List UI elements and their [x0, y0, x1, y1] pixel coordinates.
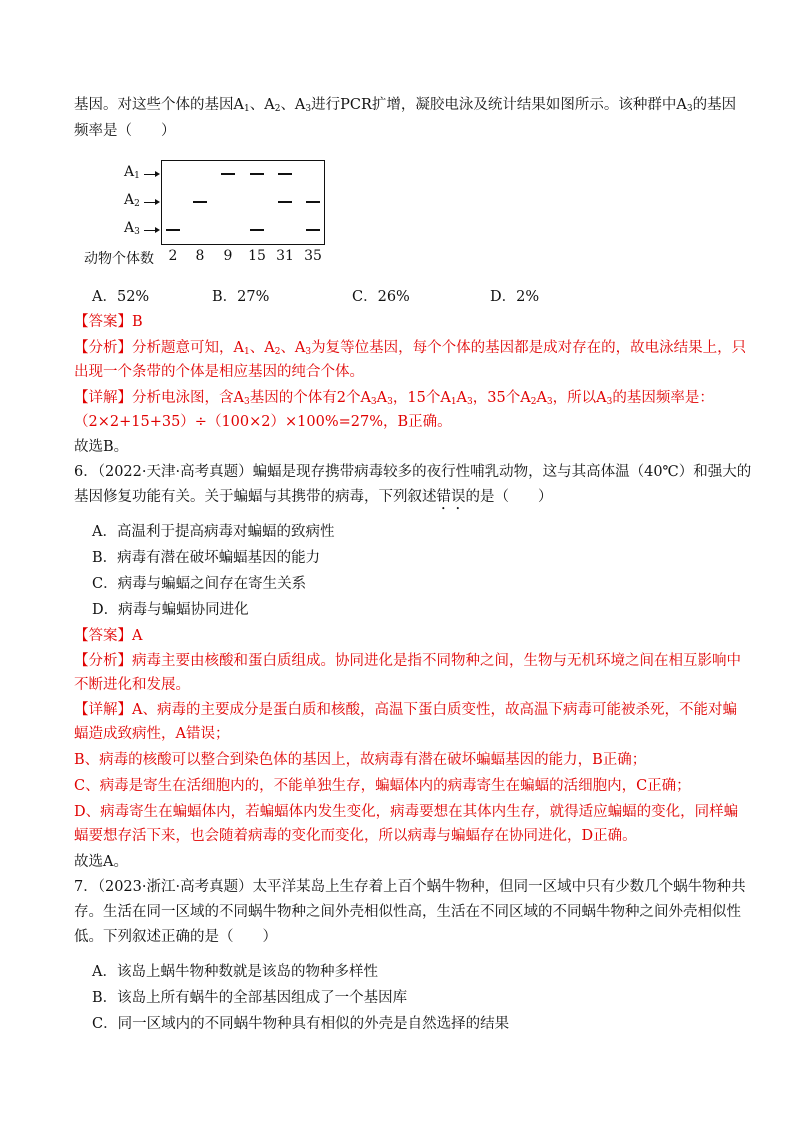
q5-option-d: D．2%: [490, 289, 540, 305]
q6-option-d: D．病毒与蝙蝠协同进化: [92, 602, 249, 618]
q6-detail-line-6: 蝠要想存活下来，也会随着病毒的变化而变化，所以病毒与蝙蝠存在协同进化，D正确。: [74, 828, 637, 844]
q5-conclusion: 故选B。: [74, 439, 129, 455]
arrow-a2-icon: [144, 202, 158, 203]
q5-stem-line-2: 频率是（ ）: [74, 123, 176, 139]
band-35-a3: [306, 229, 320, 231]
q6-analysis-line-2: 不断进化和发展。: [74, 677, 190, 693]
q5-analysis-line-2: 出现一个条带的个体是相应基因的纯合个体。: [74, 364, 364, 380]
band-31-a1: [278, 173, 292, 175]
q6-conclusion: 故选A。: [74, 854, 128, 870]
q6-detail-line-1: 【详解】A、病毒的主要成分是蛋白质和核酸，高温下蛋白质变性，故高温下病毒可能被杀死，不能对蝙: [74, 702, 737, 718]
band-9-a1: [221, 173, 235, 175]
q5-option-a: A．52%: [92, 289, 150, 305]
band-2-a3: [166, 229, 180, 231]
q6-stem-line-1: 6．（2022·天津·高考真题）蝙蝠是现存携带病毒较多的夜行性哺乳动物，这与其高体温（40℃）和强大的: [74, 464, 752, 480]
q5-option-b: B．27%: [212, 289, 270, 305]
q7-option-a: A．该岛上蜗牛物种数就是该岛的物种多样性: [92, 964, 378, 980]
q6-answer: 【答案】A: [74, 628, 143, 644]
q5-detail-line-2: （2×2+15+35）÷（100×2）×100%=27%，B正确。: [74, 414, 452, 430]
q5-analysis-line-1: 【分析】分析题意可知，$A_1$、$A_2$、$A_3$为复等位基因，每个个体的基因都是成对存在的，故电泳结果上，只: [74, 340, 747, 357]
q6-stem-emphasis: 错误: [436, 489, 466, 505]
q6-stem-line-2: [74, 487, 553, 513]
x-label-2: 2: [168, 248, 178, 264]
arrow-a3-icon: [144, 230, 158, 231]
band-15-a1: [250, 173, 264, 175]
q6-detail-line-5: D、病毒寄生在蝙蝠体内，若蝙蝠体内发生变化，病毒要想在其体内生存，就得适应蝙蝠的变化，同样蝙: [74, 804, 739, 820]
q7-stem-line-1: 7．（2023·浙江·高考真题）太平洋某岛上生存着上百个蜗牛物种，但同一区域中只有少数几个蜗牛物种共: [74, 879, 746, 895]
gene-label-a1: $A_1$: [124, 164, 140, 181]
band-35-a2: [306, 201, 320, 203]
q5-options: [92, 285, 612, 305]
x-label-35: 35: [304, 248, 322, 264]
q6-detail-line-4: C、病毒是寄生在活细胞内的，不能单独生存，蝙蝠体内的病毒寄生在蝙蝠的活细胞内，C正确；: [74, 778, 691, 794]
q6-detail-line-2: 蝠造成致病性，A错误；: [74, 726, 230, 742]
q6-option-c: C．病毒与蝙蝠之间存在寄生关系: [92, 576, 307, 592]
q5-option-c: C．26%: [352, 289, 410, 305]
q6-option-a: A．高温利于提高病毒对蝙蝠的致病性: [92, 524, 335, 540]
q7-option-c: C．同一区域内的不同蜗牛物种具有相似的外壳是自然选择的结果: [92, 1016, 510, 1032]
q6-option-b: B．病毒有潜在破坏蝙蝠基因的能力: [92, 550, 321, 566]
x-label-31: 31: [276, 248, 294, 264]
q5-stem-line-1: 基因。对这些个体的基因$A_1$、$A_2$、$A_3$进行PCR扩增，凝胶电泳及统计结果如图所示。该种群中$A_3$的基因: [74, 97, 737, 114]
band-8-a2: [193, 201, 207, 203]
arrow-a1-icon: [144, 174, 158, 175]
x-axis-title: 动物个体数: [84, 251, 154, 267]
x-label-8: 8: [195, 248, 205, 264]
q6-stem-post: 的是（ ）: [465, 489, 553, 505]
q5-detail-line-1: 【详解】分析电泳图，含$A_3$基因的个体有2个$A_3A_3$，15个$A_1A_3$，35个$A_2A_3$，所以$A_3$的基因频率是：: [74, 390, 714, 407]
q7-option-b: B．该岛上所有蜗牛的全部基因组成了一个基因库: [92, 990, 408, 1006]
q6-stem-pre: 基因修复功能有关。关于蝙蝠与其携带的病毒，下列叙述: [74, 489, 437, 505]
band-15-a3: [250, 229, 264, 231]
x-label-15: 15: [248, 248, 266, 264]
x-label-9: 9: [223, 248, 233, 264]
q7-stem-line-3: 低。下列叙述正确的是（ ）: [74, 929, 277, 945]
gel-electrophoresis-figure: [80, 155, 340, 270]
gel-frame: [161, 160, 325, 245]
q7-stem-line-2: 存。生活在同一区域的不同蜗牛物种之间外壳相似性高，生活在不同区域的不同蜗牛物种之间外壳相似性: [74, 904, 741, 920]
band-31-a2: [278, 201, 292, 203]
q6-analysis-line-1: 【分析】病毒主要由核酸和蛋白质组成。协同进化是指不同物种之间，生物与无机环境之间在相互影响中: [74, 653, 741, 669]
q5-answer: 【答案】B: [74, 314, 143, 330]
q6-detail-line-3: B、病毒的核酸可以整合到染色体的基因上，故病毒有潜在破坏蝙蝠基因的能力，B正确；: [74, 752, 647, 768]
gene-label-a2: $A_2$: [124, 192, 140, 209]
gene-label-a3: $A_3$: [124, 220, 140, 237]
